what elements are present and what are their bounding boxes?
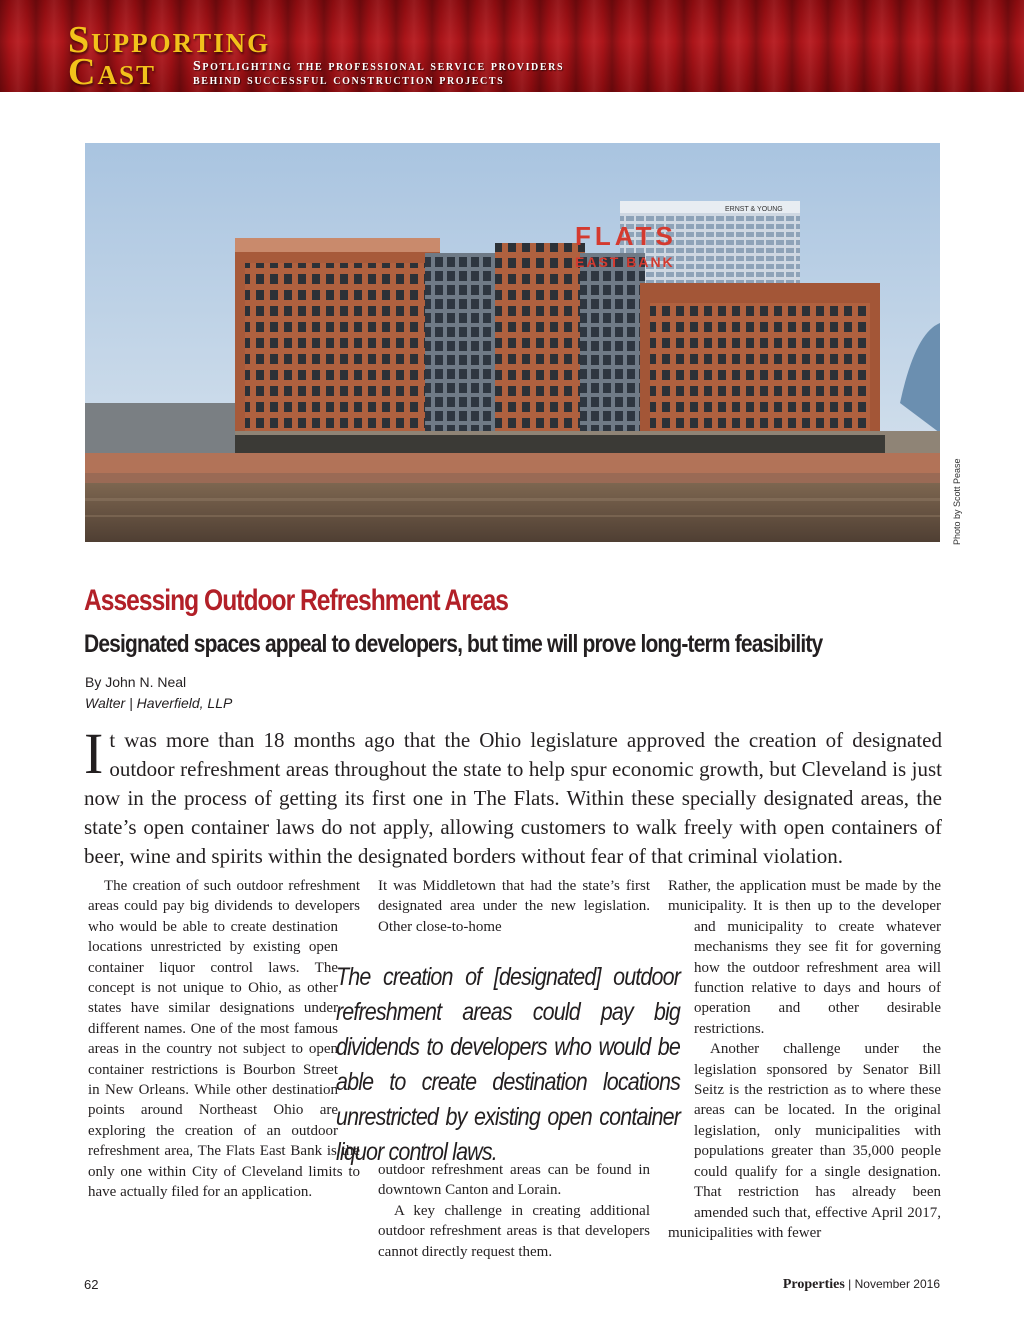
lead-paragraph bbox=[84, 721, 942, 871]
pull-quote: The creation of [designated] outdoor refreshment areas could pay big dividends to developers who would be able to create destination locations unrestricted by existing open container liquor control laws. bbox=[336, 963, 680, 1166]
author-name: By John N. Neal bbox=[85, 674, 187, 690]
flats-sign-line1: FLATS bbox=[575, 221, 677, 251]
footer-publication bbox=[760, 1277, 940, 1293]
body-column-2 bbox=[378, 876, 650, 937]
section-subtitle bbox=[193, 60, 564, 88]
body-paragraph: A key challenge in creating additional outdoor refreshment areas is that developers cannot directly request them. bbox=[378, 1202, 650, 1260]
drop-cap: I bbox=[84, 721, 104, 786]
body-paragraph: Another challenge under the legislation sponsored by Senator Bill Seitz is the restriction as to where these areas can be located. In the original legislation, only municipalities with populations greater than 35,000 people could qualify for a single designation. That restriction has already been amended such that, effective April 2017, municipalities with fewer bbox=[668, 1041, 941, 1241]
section-title-line2: Cast bbox=[68, 51, 156, 93]
body-column-1 bbox=[88, 876, 360, 1203]
body-paragraph: The creation of such outdoor refreshment areas could pay big dividends to developers who would be able to create destination locations unrestricted by existing open container liquor control laws. The concept is not unique to Ohio, as other states have similar designations under different names. One of the most famous areas in the country not subject to open container restrictions is Bourbon Street in New Orleans. While other destination points around Northeast Ohio are exploring the creation of an outdoor refreshment area, The Flats East Bank is the only one within City of Cleveland limits to have actually filed for an application. bbox=[88, 878, 360, 1201]
body-column-2-continued bbox=[378, 1160, 650, 1262]
issue-date: November 2016 bbox=[854, 1277, 940, 1291]
tower-logo: ERNST & YOUNG bbox=[725, 206, 783, 213]
page-number: 62 bbox=[84, 1277, 99, 1292]
body-paragraph: It was Middletown that had the state’s first designated area under the new legislation. Other close-to-home bbox=[378, 878, 650, 935]
section-subtitle-line2: behind successful construction projects bbox=[193, 73, 505, 88]
byline bbox=[85, 672, 232, 714]
section-banner bbox=[0, 0, 1024, 92]
magazine-name: Properties bbox=[782, 1277, 845, 1292]
footer-separator: | bbox=[844, 1277, 855, 1291]
photo-credit: Photo by Scott Pease bbox=[952, 458, 962, 545]
lead-text: t was more than 18 months ago that the Ohio legislature approved the creation of designated outdoor refreshment areas throughout the state to help spur economic growth, but Cleveland is just now in the process of getting its first one in The Flats. Within these specially designated areas, the state’s open container laws do not apply, allowing customers to walk freely with open containers of beer, wine and spirits within the designated borders without fear of that criminal violation. bbox=[84, 728, 942, 868]
author-firm: Walter | Haverfield, LLP bbox=[85, 695, 233, 711]
article-subheadline: Designated spaces appeal to developers, but time will prove long-term feasibility bbox=[84, 630, 823, 658]
building-photo-illustration bbox=[85, 143, 940, 542]
section-subtitle-line1: Spotlighting the professional service providers bbox=[193, 59, 565, 74]
body-column-3 bbox=[668, 876, 941, 1243]
section-title-line1: Supporting bbox=[68, 19, 271, 61]
article-headline: Assessing Outdoor Refreshment Areas bbox=[84, 584, 508, 617]
article-photo bbox=[85, 143, 940, 542]
flats-sign-line2: EAST BANK bbox=[575, 254, 675, 270]
body-paragraph: outdoor refreshment areas can be found in downtown Canton and Lorain. bbox=[378, 1162, 650, 1199]
body-paragraph: Rather, the application must be made by the municipality. It is then up to the developer and municipality to create whatever mechanisms they see fit for governing how the outdoor refreshment area will function relative to days and hours of operation and other desirable restrictions. bbox=[668, 878, 941, 1037]
